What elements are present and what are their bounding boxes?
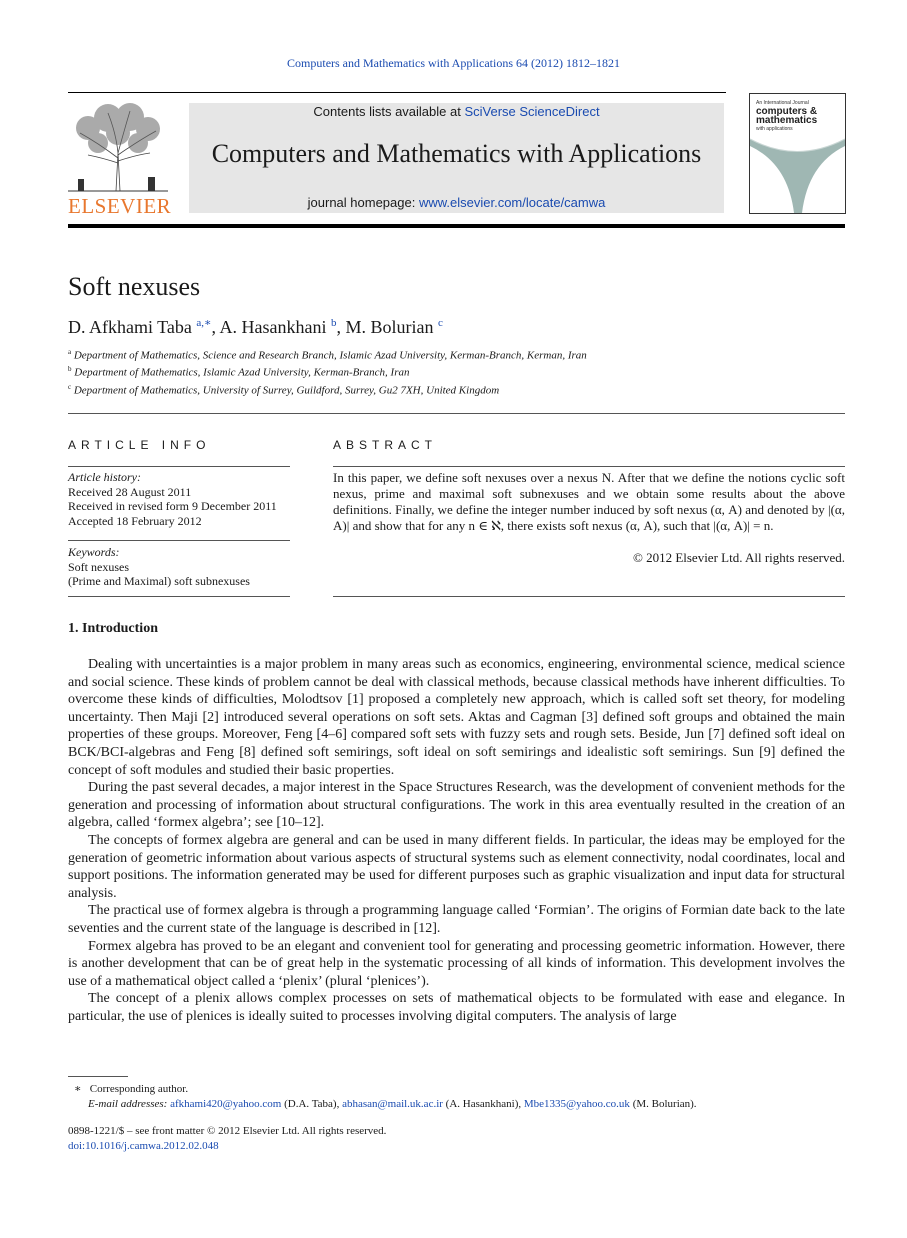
author-affil-mark[interactable]: b	[331, 317, 337, 329]
abstract-heading: ABSTRACT	[333, 438, 438, 452]
author-affil-mark[interactable]: a,∗	[196, 317, 212, 329]
affiliation-text: Department of Mathematics, Islamic Azad University, Kerman-Branch, Iran	[74, 366, 410, 379]
keywords	[68, 545, 290, 589]
contents-prefix: Contents lists available at	[313, 104, 465, 119]
author-name: D. Afkhami Taba	[68, 317, 192, 337]
divider	[333, 466, 845, 467]
cover-subtitle: with applications	[756, 126, 793, 132]
journal-cover-thumbnail	[749, 93, 846, 214]
history-label: Article history:	[68, 470, 141, 484]
divider	[68, 413, 845, 414]
affiliation-text: Department of Mathematics, University of Surrey, Guildford, Surrey, Gu2 7XH, United Kingdom	[73, 384, 500, 397]
affiliation-text: Department of Mathematics, Science and Research Branch, Islamic Azad University, Kerman-Branch, Kerman, Iran	[73, 349, 587, 362]
author-name: A. Hasankhani	[219, 317, 327, 337]
header-bottom-rule	[68, 224, 845, 228]
email-label: E-mail addresses:	[88, 1098, 171, 1110]
affiliation-mark: c	[68, 383, 72, 391]
body-paragraph: Dealing with uncertainties is a major problem in many areas such as economics, engineering, environmental science, medical science and social science. These kinds of problem cannot be deal with classical methods, because classical methods have inherent difficulties. To overcome these kinds of difficulties, Molodtsov [1] proposed a completely new approach, which is called soft set theory, for modeling uncertainty. Then Maji [2] introduced several operations on soft sets. Aktas and Cagman [3] defined soft groups and obtained the main properties of these groups. Moreover, Feng [4–6] compared soft sets with fuzzy sets and rough sets. Beside, Jun [7] defined soft ideal on BCK/BCI-algebras and Feng [8] defined soft semirings, soft ideal on soft semirings and idealistic soft semirings. Sun [9] defined the concept of soft modules and studied their basic properties.	[68, 657, 845, 778]
keywords-label: Keywords:	[68, 545, 120, 559]
body-paragraph: The concepts of formex algebra are general and can be used in many different fields. In particular, the ideas may be employed for the generation of geometric information about various aspects of structural systems such as element connectivity, nodal coordinates, local and support positions. The information generated may be used for different purposes such as graphic visualization and input data for structural analysis.	[68, 832, 845, 901]
sciencedirect-link[interactable]: SciVerse ScienceDirect	[464, 104, 600, 119]
corresponding-text: Corresponding author.	[89, 1083, 189, 1095]
divider	[68, 540, 290, 541]
homepage-line	[189, 195, 724, 210]
affiliation	[68, 365, 410, 379]
email-link[interactable]: abhasan@mail.uk.ac.ir	[342, 1098, 443, 1110]
received-date: Received 28 August 2011	[68, 484, 192, 499]
section-heading-introduction: 1. Introduction	[68, 621, 158, 636]
abstract-text: In this paper, we define soft nexuses over a nexus N. After that we define the notions cyclic soft nexus, prime and maximal soft subnexuses and we obtain some results about the above definitions. Finally, we define the integer number induced by soft nexus (α, A) and denoted by |(α, A)| and show that for any n ∈ ℵ, there exists soft nexus (α, A), such that |(α, A)| = n.	[333, 470, 845, 533]
cover-art-icon	[750, 134, 845, 213]
corresponding-mark: ∗	[74, 1083, 82, 1095]
contents-line	[189, 104, 724, 119]
paper-title: Soft nexuses	[68, 272, 201, 301]
email-addresses	[88, 1098, 697, 1110]
author-affil-mark[interactable]: c	[438, 317, 443, 329]
author-list: D. Afkhami Taba $^{a,∗}$, A. Hasankhani $^b$, M. Bolurian $^c$	[68, 317, 443, 337]
corresponding-author-note	[74, 1082, 188, 1095]
cover-title-line-1: computers &	[756, 106, 818, 117]
elsevier-wordmark: ELSEVIER	[68, 194, 172, 218]
divider	[68, 466, 290, 467]
revised-date: Received in revised form 9 December 2011	[68, 499, 277, 513]
affiliation	[68, 348, 587, 362]
body-paragraph: Formex algebra has proved to be an elegant and convenient tool for generating and processing geometric information. However, there is another development that can be of great help in the systematic processing of all kinds of information. This development involves the use of a mathematical object called a ‘plenix’ (plural ‘plenices’).	[68, 938, 845, 989]
affiliation	[68, 383, 499, 397]
article-info-heading: ARTICLE INFO	[68, 438, 211, 452]
abstract-copyright: © 2012 Elsevier Ltd. All rights reserved.	[632, 550, 845, 565]
tree-icon	[68, 103, 168, 193]
journal-reference[interactable]: Computers and Mathematics with Applications 64 (2012) 1812–1821	[287, 56, 620, 70]
cover-title-line-2: mathematics	[756, 115, 818, 126]
keyword: (Prime and Maximal) soft subnexuses	[68, 574, 250, 588]
accepted-date: Accepted 18 February 2012	[68, 513, 202, 528]
body-paragraph: During the past several decades, a major interest in the Space Structures Research, was the development of convenient methods for the generation and processing of information about structural configurations. The work in this area eventually resulted in the creation of an algebra, called ‘formex algebra’; see [10–12].	[68, 780, 845, 831]
doi-link[interactable]: doi:10.1016/j.camwa.2012.02.048	[68, 1140, 219, 1152]
email-owner: (M. Bolurian).	[629, 1098, 697, 1110]
cover-tagline: An International Journal	[756, 100, 809, 106]
article-history	[68, 470, 290, 528]
affiliation-mark: b	[68, 365, 72, 373]
divider	[333, 596, 845, 597]
body-paragraph: The concept of a plenix allows complex processes on sets of mathematical objects to be formulated with ease and elegance. In particular, the use of plenices is ideally suited to processes involving digital computers. The analysis of large	[68, 991, 845, 1024]
footnote-rule	[68, 1076, 128, 1077]
body-paragraph: The practical use of formex algebra is through a programming language called ‘Formian’. The origins of Formian date back to the late seventies and the current state of the language is described in [12].	[68, 903, 845, 936]
email-link[interactable]: Mbe1335@yahoo.co.uk	[523, 1098, 630, 1110]
homepage-prefix: journal homepage:	[307, 195, 419, 210]
email-owner: (A. Hasankhani),	[442, 1098, 524, 1110]
homepage-link[interactable]: www.elsevier.com/locate/camwa	[418, 195, 606, 210]
email-owner: (D.A. Taba),	[281, 1098, 343, 1110]
front-matter-line: 0898-1221/$ – see front matter © 2012 Elsevier Ltd. All rights reserved.	[68, 1125, 387, 1137]
email-link[interactable]: afkhami420@yahoo.com	[170, 1098, 282, 1110]
header-top-rule	[68, 92, 726, 93]
introduction-body	[68, 656, 845, 1025]
cover-title	[756, 107, 817, 125]
author-name: M. Bolurian	[345, 317, 434, 337]
journal-name: Computers and Mathematics with Applications	[211, 139, 702, 168]
divider	[68, 596, 290, 597]
keyword: Soft nexuses	[68, 559, 129, 574]
affiliation-mark: a	[68, 348, 72, 356]
